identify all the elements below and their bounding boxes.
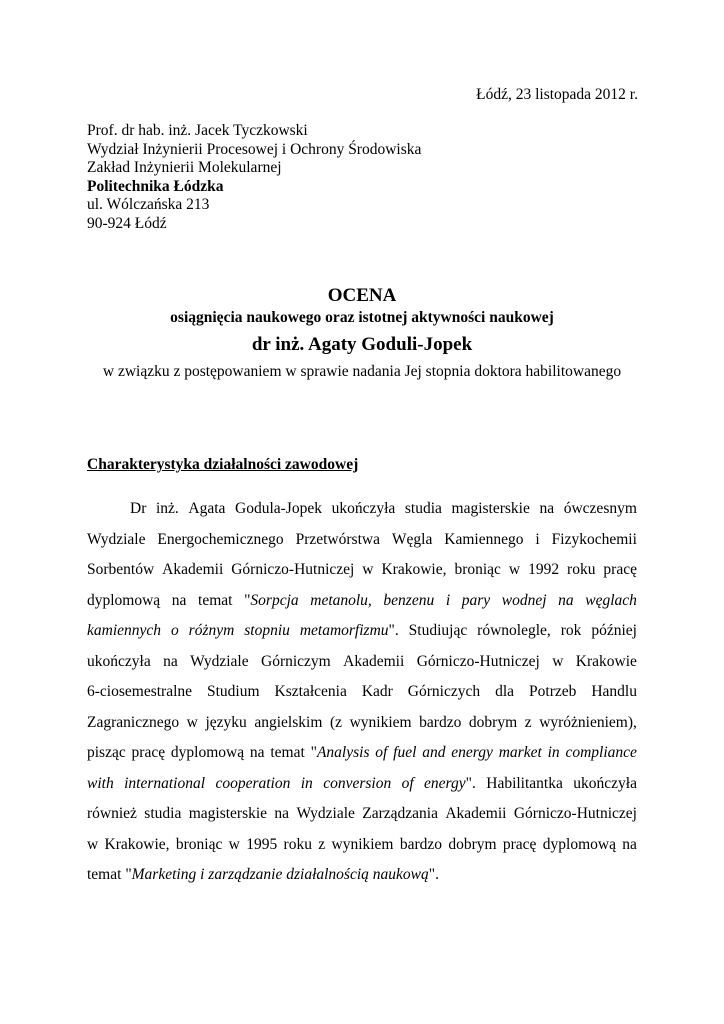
paragraph-word: international: [124, 774, 206, 792]
paragraph-word: Akademii: [162, 561, 224, 578]
paragraph-line: [87, 525, 637, 556]
paragraph-word: (z: [329, 713, 343, 731]
paragraph-word: Węgla: [391, 530, 433, 548]
paragraph-word: Kadr: [361, 683, 393, 700]
paragraph-word: roku: [283, 835, 312, 853]
paragraph-word: wynikiem: [349, 713, 412, 731]
paragraph-word: in: [547, 744, 560, 761]
paragraph-word: wyróżnieniem),: [539, 713, 637, 731]
paragraph-word: Potrzeb: [529, 683, 577, 700]
paragraph-word: conversion: [323, 774, 392, 792]
paragraph-word: w: [508, 561, 521, 578]
paragraph-word: na: [622, 835, 637, 853]
paragraph-word: pracę: [502, 835, 537, 853]
paragraph-word: Górniczo-Hutniczej: [231, 561, 355, 578]
paragraph-word: dla: [495, 683, 515, 700]
paragraph-word: broniąc: [454, 561, 501, 578]
paragraph-word: Krakowie,: [104, 835, 170, 853]
paragraph-word: Dr: [130, 500, 147, 517]
paragraph-word: 6-ciosemestralne: [87, 683, 193, 700]
paragraph-word: Godula-Jopek: [235, 500, 322, 517]
paragraph-word: pisząc: [87, 744, 126, 761]
paragraph-line: [87, 708, 637, 739]
paragraph-word: działalnością: [286, 866, 369, 883]
paragraph-word: magisterskie: [188, 805, 268, 822]
paragraph-word: Habilitantka: [486, 774, 563, 792]
paragraph-word: Zagranicznego: [87, 713, 180, 731]
sender-street: ul. Wólczańska 213: [87, 196, 210, 214]
paragraph-word: bardzo: [399, 835, 442, 853]
paragraph-word: bardzo: [419, 713, 462, 731]
paragraph-word: ukończyła: [573, 774, 637, 792]
paragraph-word: stopniu: [244, 622, 290, 639]
paragraph-word: broniąc: [175, 835, 223, 853]
paragraph-word: market: [498, 744, 542, 761]
paragraph-word: Akademii: [445, 805, 507, 822]
section-body: [87, 494, 637, 891]
paragraph-line: [87, 769, 637, 800]
paragraph-word: również: [87, 805, 137, 822]
paragraph-line: [87, 494, 637, 525]
paragraph-word: in: [300, 774, 313, 792]
heading-candidate: dr inż. Agaty Goduli-Jopek: [251, 334, 473, 355]
paragraph-word: na: [249, 744, 265, 761]
paragraph-word: metamorfizmu".: [299, 622, 399, 639]
sender-department: Zakład Inżynierii Molekularnej: [87, 159, 282, 177]
paragraph-word: Krakowie,: [381, 561, 447, 578]
paragraph-word: roku: [567, 561, 596, 578]
paragraph-word: "Sorpcja: [244, 591, 299, 609]
paragraph-word: dyplomową: [542, 835, 616, 853]
review-heading: [0, 285, 724, 381]
paragraph-word: i: [535, 530, 540, 548]
paragraph-word: Górniczych: [407, 683, 481, 700]
paragraph-word: Wydziale: [87, 530, 146, 548]
paragraph-word: Zarządzania: [362, 805, 438, 822]
paragraph-word: "Analysis: [310, 744, 370, 761]
paragraph-word: temat: [87, 866, 122, 883]
paragraph-word: with: [87, 774, 114, 792]
paragraph-word: of: [401, 774, 414, 792]
heading-title: OCENA: [327, 285, 397, 306]
paragraph-word: równolegle,: [477, 622, 551, 639]
paragraph-word: Górniczo-Hutniczej: [513, 805, 637, 822]
paragraph-word: pary: [461, 591, 491, 609]
paragraph-word: później: [591, 622, 637, 639]
paragraph-word: Akademii: [343, 652, 405, 670]
paragraph-word: energy".: [424, 774, 476, 792]
section-title: Charakterystyka działalności zawodowej: [87, 456, 359, 473]
paragraph-word: benzenu: [383, 591, 435, 609]
paragraph-word: z: [318, 835, 326, 853]
paragraph-word: dyplomową: [87, 591, 161, 609]
paragraph-word: Przetwórstwa: [295, 530, 380, 548]
paragraph-line: [87, 860, 637, 891]
paragraph-word: różnym: [188, 622, 235, 639]
paragraph-word: 1992: [528, 561, 560, 578]
paragraph-line: [87, 616, 637, 647]
paragraph-word: Kamiennego: [444, 530, 524, 548]
paragraph-word: Energochemicznego: [157, 530, 284, 548]
paragraph-word: Górniczym: [261, 652, 331, 670]
paragraph-word: naukową".: [372, 866, 439, 883]
paragraph-word: Agata: [188, 500, 226, 517]
paragraph-word: Handlu: [591, 683, 637, 700]
paragraph-word: rok: [560, 622, 582, 639]
paragraph-word: w: [362, 561, 374, 578]
heading-context: w związku z postępowaniem w sprawie nadania Jej stopnia doktora habilitowanego: [102, 363, 622, 380]
paragraph-word: Fizykochemii: [551, 530, 637, 548]
paragraph-word: studia: [144, 805, 182, 822]
paragraph-word: na: [171, 591, 187, 609]
paragraph-word: w: [186, 713, 198, 731]
paragraph-word: Studium: [207, 683, 260, 700]
paragraph-word: na: [539, 500, 555, 517]
paragraph-word: i: [200, 866, 205, 883]
paragraph-word: metanolu,: [310, 591, 372, 609]
paragraph-word: zarządzanie: [208, 866, 283, 883]
paragraph-line: [87, 647, 637, 678]
paragraph-word: o: [170, 622, 179, 639]
paragraph-word: angielskim: [254, 713, 323, 731]
paragraph-word: temat: [198, 591, 233, 609]
paragraph-word: and: [422, 744, 446, 761]
paragraph-word: wodnej: [501, 591, 547, 609]
paragraph-line: [87, 555, 637, 586]
sender-name: Prof. dr hab. inż. Jacek Tyczkowski: [87, 122, 308, 139]
paragraph-word: pracę: [603, 561, 637, 578]
paragraph-word: Sorbentów: [87, 561, 155, 578]
paragraph-word: Górniczo-Hutniczej: [416, 652, 540, 670]
paragraph-word: compliance: [565, 744, 637, 761]
paragraph-word: w: [228, 835, 240, 853]
paragraph-word: pracę: [131, 744, 166, 761]
paragraph-word: ukończyła: [87, 652, 151, 670]
paragraph-word: magisterskie: [451, 500, 530, 517]
paragraph-word: Studiując: [408, 622, 468, 639]
paragraph-word: 1995: [246, 835, 278, 853]
paragraph-word: energy: [451, 744, 493, 761]
paragraph-word: na: [274, 805, 290, 822]
paragraph-word: Kształcenia: [274, 683, 347, 700]
paragraph-word: wynikiem: [331, 835, 394, 853]
paragraph-word: dobrym: [448, 835, 497, 853]
paragraph-word: studia: [404, 500, 442, 517]
heading-subtitle: osiągnięcia naukowego oraz istotnej aktywności naukowej: [170, 309, 554, 326]
paragraph-word: dyplomową: [170, 744, 245, 761]
sender-university: Politechnika Łódzka: [87, 177, 224, 195]
paragraph-word: na: [163, 652, 178, 670]
paragraph-line: [87, 830, 637, 861]
paragraph-word: dobrym: [468, 713, 518, 731]
paragraph-word: inż.: [155, 500, 179, 517]
paragraph-line: [87, 586, 637, 617]
paragraph-word: z: [524, 713, 532, 731]
sender-faculty: Wydział Inżynierii Procesowej i Ochrony Środowiska: [87, 140, 422, 158]
paragraph-word: węglach: [585, 591, 637, 609]
paragraph-line: [87, 677, 637, 708]
paragraph-line: [87, 738, 637, 769]
paragraph-word: ówczesnym: [563, 500, 637, 517]
document-date: Łódź, 23 listopada 2012 r.: [476, 86, 638, 103]
paragraph-line: [87, 799, 637, 830]
paragraph-word: w: [87, 835, 99, 853]
paragraph-word: "Marketing: [125, 866, 197, 883]
sender-city: 90-924 Łódź: [87, 214, 167, 232]
paragraph-word: temat: [270, 744, 305, 761]
paragraph-word: i: [445, 591, 451, 609]
paragraph-word: języku: [205, 713, 247, 731]
sender-address: [87, 122, 421, 234]
paragraph-word: ukończyła: [331, 500, 396, 517]
paragraph-word: cooperation: [215, 774, 291, 792]
paragraph-word: kamiennych: [87, 622, 162, 639]
paragraph-word: of: [375, 744, 388, 761]
paragraph-word: Wydziale: [296, 805, 355, 822]
paragraph-word: Krakowie: [575, 652, 637, 670]
paragraph-word: Wydziale: [190, 652, 249, 670]
paragraph-word: na: [558, 591, 574, 609]
paragraph-word: w: [552, 652, 564, 670]
paragraph-word: fuel: [393, 744, 417, 761]
